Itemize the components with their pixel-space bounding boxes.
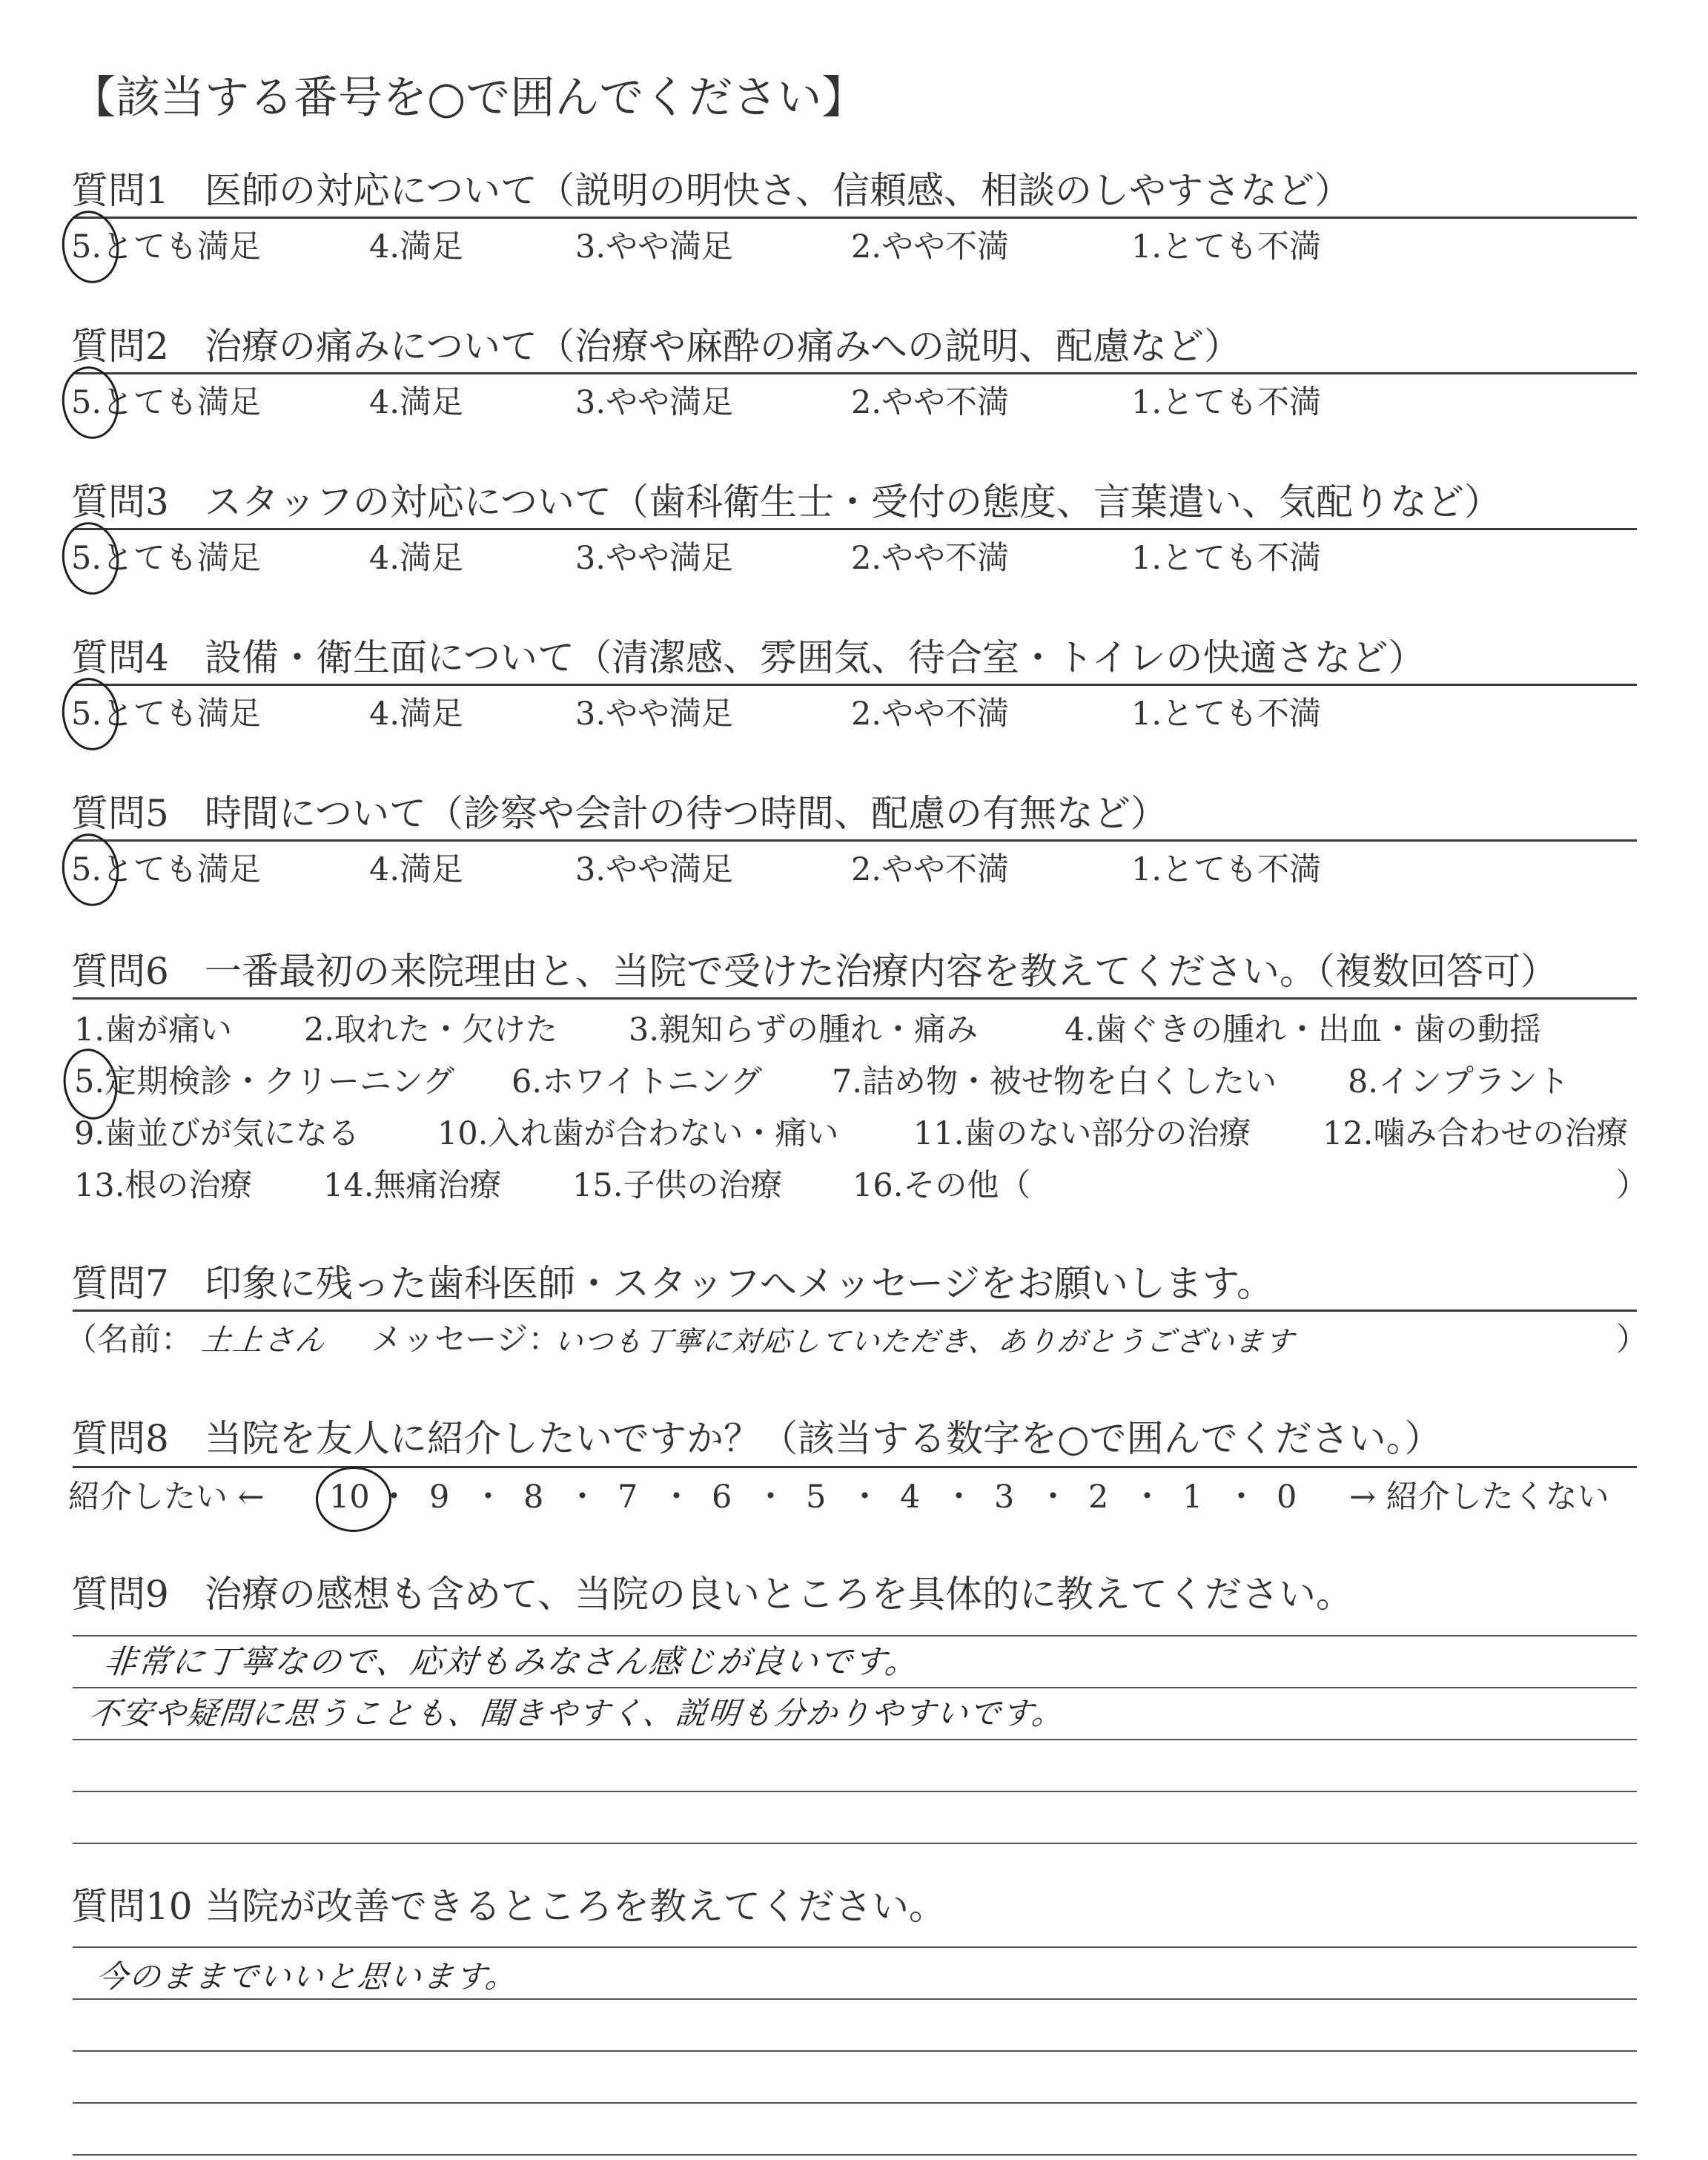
q7-name-value: 土上さん [199, 1324, 328, 1358]
q2-option-2[interactable]: 2.やや不満 [851, 384, 1010, 421]
q6-option-13[interactable]: 13.根の治療 [74, 1167, 253, 1204]
q1-option-4[interactable]: 4.満足 [369, 228, 464, 265]
q5-option-4[interactable]: 4.満足 [369, 851, 464, 888]
q10-line-5 [73, 2154, 1637, 2156]
q2-selection-circle [58, 363, 124, 443]
q8-scale-10[interactable]: 10 [329, 1479, 370, 1516]
q9-line-5 [73, 1843, 1637, 1844]
q5-selection-circle [58, 830, 124, 910]
q8-right-label: → 紹介したくない [1349, 1479, 1609, 1516]
q7-close-paren: ） [1616, 1321, 1648, 1358]
q2-option-3[interactable]: 3.やや満足 [575, 384, 734, 421]
page-title: 【該当する番号を○で囲んでください】 [71, 72, 867, 124]
q8-rule [73, 1466, 1637, 1468]
q9-line-1 [73, 1635, 1637, 1636]
q7-text: 印象に残った歯科医師・スタッフへメッセージをお願いします。 [205, 1262, 1274, 1305]
q6-option-12[interactable]: 12.噛み合わせの治療 [1323, 1115, 1629, 1152]
q9-line-4 [73, 1791, 1637, 1792]
q6-option-5[interactable]: 5.定期検診・クリーニング [74, 1063, 455, 1100]
q6-selection-circle [58, 1044, 123, 1123]
q2-text: 治療の痛みについて（治療や麻酔の痛みへの説明、配慮など） [205, 325, 1241, 368]
q7-message-value: いつも丁寧に対応していただき、ありがとうございます [552, 1325, 1297, 1358]
q3-option-1[interactable]: 1.とても不満 [1131, 540, 1322, 577]
q7-message-label: メッセージ： [371, 1321, 560, 1358]
q6-option-9[interactable]: 9.歯並びが気になる [74, 1115, 360, 1152]
q3-label: 質問3 [71, 480, 169, 524]
q5-rule [73, 839, 1637, 842]
q10-line-1 [73, 1946, 1637, 1948]
q6-option-14[interactable]: 14.無痛治療 [323, 1167, 502, 1204]
q2-option-4[interactable]: 4.満足 [369, 384, 464, 421]
q8-separator: ・ [943, 1479, 975, 1516]
q6-option-4[interactable]: 4.歯ぐきの腫れ・出血・歯の動揺 [1065, 1011, 1542, 1048]
q7-rule [73, 1309, 1637, 1312]
q10-answer-1: 今のままでいいと思います。 [94, 1958, 520, 1995]
q8-label: 質問8 [71, 1417, 169, 1460]
q4-selection-circle [58, 674, 124, 754]
q10-text: 当院が改善できるところを教えてください。 [205, 1885, 946, 1928]
q8-separator: ・ [1037, 1479, 1069, 1516]
q6-option-2[interactable]: 2.取れた・欠けた [304, 1011, 558, 1048]
q3-option-4[interactable]: 4.満足 [369, 540, 464, 577]
q9-text: 治療の感想も含めて、当院の良いところを具体的に教えてください。 [205, 1573, 1353, 1616]
q8-text: 当院を友人に紹介したいですか？（該当する数字を○で囲んでください。） [205, 1417, 1442, 1460]
q8-scale-4[interactable]: 4 [900, 1479, 921, 1516]
q8-scale-7[interactable]: 7 [618, 1479, 638, 1516]
q3-option-2[interactable]: 2.やや不満 [851, 540, 1010, 577]
q7-label: 質問7 [71, 1262, 169, 1305]
q4-option-3[interactable]: 3.やや満足 [575, 696, 734, 733]
q4-option-2[interactable]: 2.やや不満 [851, 696, 1010, 733]
q8-separator: ・ [849, 1479, 881, 1516]
q6-option-6[interactable]: 6.ホワイトニング [512, 1063, 763, 1100]
q3-option-3[interactable]: 3.やや満足 [575, 540, 734, 577]
q6-option-16[interactable]: 16.その他（ [853, 1167, 1031, 1204]
q9-answer-2: 不安や疑問に思うことも、聞きやすく、説明も分かりやすいです。 [87, 1695, 1067, 1731]
q4-rule [73, 684, 1637, 686]
q5-label: 質問5 [71, 792, 169, 835]
q6-option-7[interactable]: 7.詰め物・被せ物を白くしたい [832, 1063, 1277, 1100]
q8-left-label: 紹介したい ← [68, 1479, 265, 1516]
q8-scale-0[interactable]: 0 [1277, 1479, 1297, 1516]
q8-scale-2[interactable]: 2 [1088, 1479, 1109, 1516]
q6-option-15[interactable]: 15.子供の治療 [572, 1167, 783, 1204]
q8-separator: ・ [1225, 1479, 1257, 1516]
q8-scale-6[interactable]: 6 [712, 1479, 732, 1516]
q4-option-4[interactable]: 4.満足 [369, 696, 464, 733]
q6-option-10[interactable]: 10.入れ歯が合わない・痛い [437, 1115, 839, 1152]
q8-scale-1[interactable]: 1 [1182, 1479, 1203, 1516]
q5-option-2[interactable]: 2.やや不満 [851, 851, 1010, 888]
q10-line-2 [73, 1998, 1637, 2000]
q6-option-8[interactable]: 8.インプラント [1348, 1063, 1570, 1100]
q1-rule [73, 217, 1637, 219]
q6-label: 質問6 [71, 950, 169, 993]
q1-option-5[interactable]: 5.とても満足 [71, 228, 262, 265]
q5-option-1[interactable]: 1.とても不満 [1131, 851, 1322, 888]
q8-scale-9[interactable]: 9 [429, 1479, 450, 1516]
q4-option-5[interactable]: 5.とても満足 [71, 696, 262, 733]
q8-separator: ・ [661, 1479, 692, 1516]
q9-answer-1: 非常に丁寧なので、応対もみなさん感じが良いです。 [102, 1643, 921, 1681]
q8-separator: ・ [755, 1479, 787, 1516]
q5-text: 時間について（診察や会計の待つ時間、配慮の有無など） [205, 792, 1168, 835]
q4-option-1[interactable]: 1.とても不満 [1131, 696, 1322, 733]
q3-option-5[interactable]: 5.とても満足 [71, 540, 262, 577]
q6-rule [73, 997, 1637, 1000]
q2-option-5[interactable]: 5.とても満足 [71, 384, 262, 421]
q6-close-paren: ） [1616, 1167, 1648, 1204]
q1-option-2[interactable]: 2.やや不満 [851, 228, 1010, 265]
q6-option-3[interactable]: 3.親知らずの腫れ・痛み [629, 1011, 979, 1048]
q1-label: 質問1 [71, 169, 169, 212]
q3-text: スタッフの対応について（歯科衛生士・受付の態度、言葉遣い、気配りなど） [205, 480, 1501, 524]
q10-label: 質問10 [71, 1885, 193, 1928]
q8-scale-3[interactable]: 3 [994, 1479, 1015, 1516]
q5-option-5[interactable]: 5.とても満足 [71, 851, 262, 888]
q2-label: 質問2 [71, 325, 169, 368]
q8-scale-8[interactable]: 8 [523, 1479, 544, 1516]
q9-label: 質問9 [71, 1573, 169, 1616]
q1-option-3[interactable]: 3.やや満足 [575, 228, 734, 265]
q4-text: 設備・衛生面について（清潔感、雰囲気、待合室・トイレの快適さなど） [205, 636, 1426, 679]
q6-option-11[interactable]: 11.歯のない部分の治療 [913, 1115, 1251, 1152]
q3-rule [73, 528, 1637, 530]
q6-option-1[interactable]: 1.歯が痛い [74, 1011, 233, 1048]
q1-option-1[interactable]: 1.とても不満 [1131, 228, 1322, 265]
q7-name-label: （名前： [65, 1321, 193, 1358]
q8-scale-5[interactable]: 5 [806, 1479, 827, 1516]
q8-separator: ・ [566, 1479, 598, 1516]
q8-separator: ・ [472, 1479, 504, 1516]
q8-separator: ・ [1131, 1479, 1163, 1516]
q10-line-4 [73, 2102, 1637, 2104]
q10-line-3 [73, 2050, 1637, 2052]
q6-text: 一番最初の来院理由と、当院で受けた治療内容を教えてください。（複数回答可） [205, 950, 1558, 993]
q9-line-3 [73, 1739, 1637, 1740]
q9-line-2 [73, 1687, 1637, 1688]
q1-selection-circle [58, 207, 124, 287]
q1-text: 医師の対応について（説明の明快さ、信頼感、相談のしやすさなど） [205, 169, 1351, 212]
q2-rule [73, 372, 1637, 374]
q8-separator: ・ [378, 1479, 410, 1516]
q4-label: 質問4 [71, 636, 169, 679]
q5-option-3[interactable]: 3.やや満足 [575, 851, 734, 888]
q2-option-1[interactable]: 1.とても不満 [1131, 384, 1322, 421]
q3-selection-circle [58, 518, 124, 598]
